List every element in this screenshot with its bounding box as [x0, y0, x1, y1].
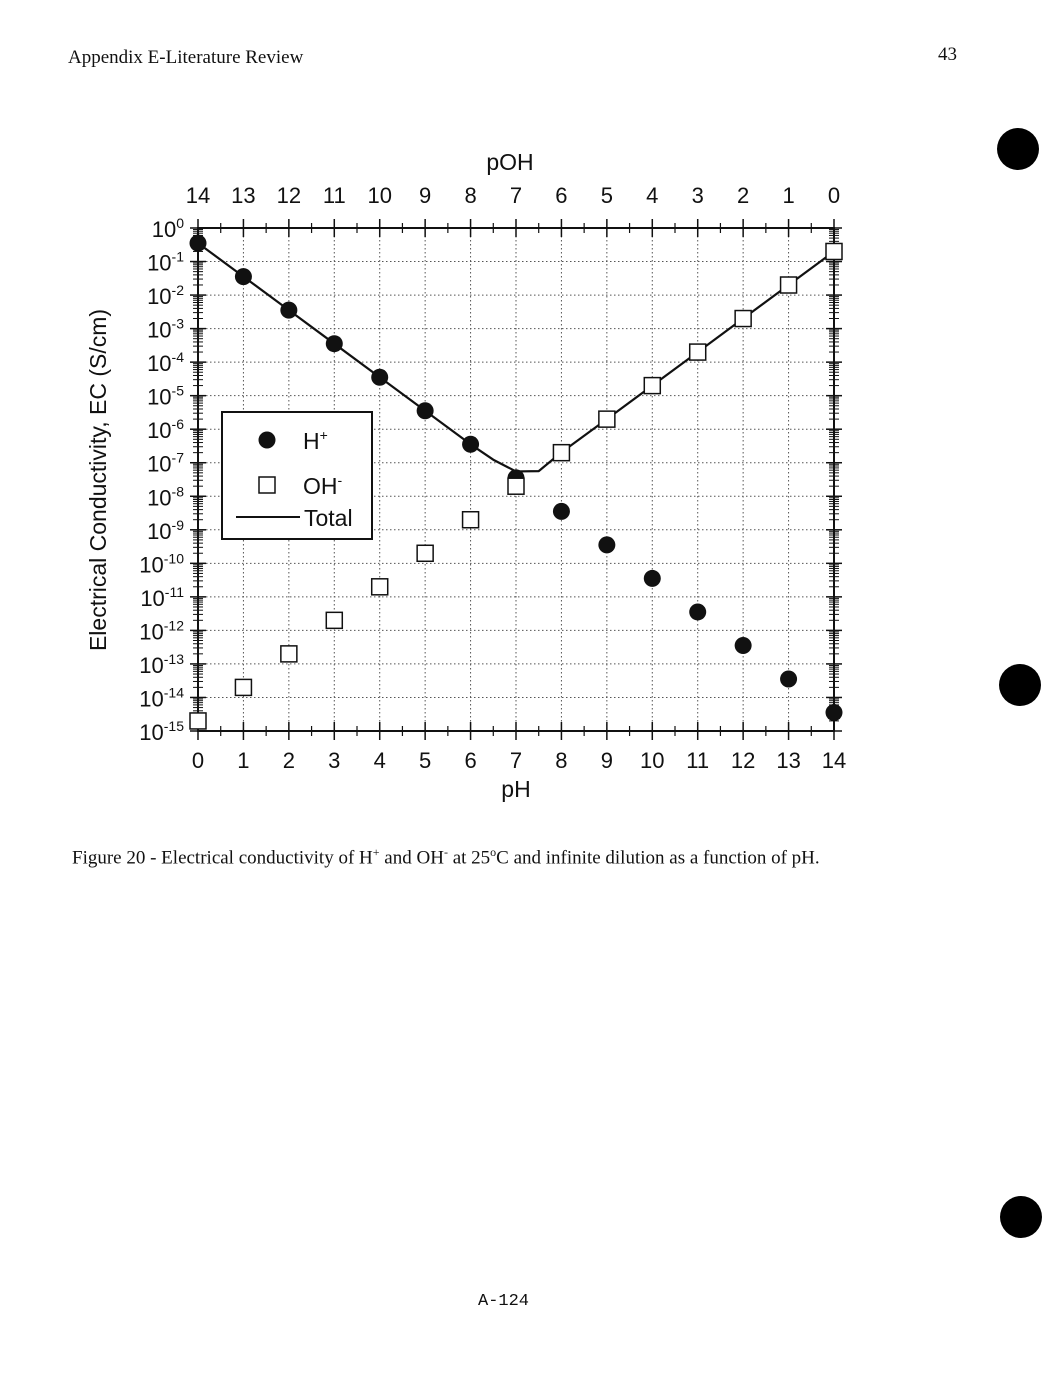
- y-tick-label: $10^{-13}$: [139, 650, 184, 678]
- x-tick-label: 10: [640, 748, 665, 773]
- oh-minus-point: [463, 512, 479, 528]
- h-plus-point: [553, 503, 570, 520]
- x-tick-label: 6: [464, 748, 477, 773]
- oh-minus-point: [281, 646, 297, 662]
- h-plus-point: [780, 671, 797, 688]
- oh-minus-point: [235, 679, 251, 695]
- legend: [222, 412, 372, 539]
- y-tick-label: $10^{-3}$: [147, 315, 184, 343]
- h-plus-point: [417, 402, 434, 419]
- y-tick-label: $10^{-10}$: [139, 550, 184, 578]
- x2-tick-label: 8: [464, 183, 477, 208]
- y-tick-label: $10^{-7}$: [147, 449, 184, 477]
- h-plus-point: [235, 268, 252, 285]
- legend-label: Total: [304, 505, 353, 531]
- y-tick-label: $10^{-6}$: [147, 416, 184, 444]
- punch-hole-bottom: [1000, 1196, 1042, 1238]
- x-tick-label: 12: [730, 748, 756, 773]
- x2-tick-label: 14: [185, 183, 211, 208]
- x2-tick-label: 12: [276, 183, 302, 208]
- h-plus-point: [689, 603, 706, 620]
- y-tick-label: $10^{-15}$: [139, 718, 184, 745]
- oh-minus-point: [599, 411, 615, 427]
- x-tick-label: 5: [419, 748, 432, 773]
- h-plus-point: [371, 369, 388, 386]
- h-plus-point: [644, 570, 661, 587]
- x-tick-label: 1: [237, 748, 250, 773]
- oh-minus-point: [826, 243, 842, 259]
- x2-tick-label: 4: [646, 183, 659, 208]
- y-tick-label: $10^{-9}$: [147, 516, 184, 544]
- x-tick-label: 13: [776, 748, 801, 773]
- legend-label: OH-: [303, 472, 343, 499]
- figure-caption: Figure 20 - Electrical conductivity of H+ and OH- at 25$^o$C and infinite dilution as a function of pH.: [72, 845, 820, 869]
- page-footer: A-124: [478, 1292, 530, 1311]
- h-plus-point: [280, 302, 297, 319]
- oh-minus-point: [190, 713, 206, 729]
- x-tick-label: 0: [191, 748, 205, 773]
- h-plus-point: [190, 235, 207, 252]
- x2-tick-label: 5: [600, 183, 613, 208]
- x-tick-label: 9: [600, 748, 613, 773]
- legend-label: H+: [303, 427, 328, 454]
- legend-oh-minus-marker: [259, 477, 275, 493]
- y-tick-label: $10^{-1}$: [147, 248, 184, 276]
- x-tick-label: 14: [821, 748, 847, 773]
- legend-h-plus-marker: [259, 432, 276, 449]
- x2-tick-label: 6: [555, 183, 568, 208]
- x2-tick-label: 13: [231, 183, 256, 208]
- y-tick-label: $10^{-4}$: [147, 349, 184, 377]
- x2-tick-label: 0: [827, 183, 841, 208]
- oh-minus-point: [690, 344, 706, 360]
- x-tick-label: 3: [328, 748, 341, 773]
- h-plus-point: [462, 436, 479, 453]
- oh-minus-point: [781, 277, 797, 293]
- top-axis-title: pOH: [486, 149, 534, 175]
- oh-minus-point: [372, 579, 388, 595]
- y-axis-title: Electrical Conductivity, EC (S/cm): [85, 308, 111, 652]
- x2-tick-label: 3: [691, 183, 704, 208]
- x-tick-label: 4: [373, 748, 386, 773]
- y-tick-label: $10^{-8}$: [147, 483, 184, 511]
- x2-tick-label: 11: [322, 183, 346, 208]
- x-axis-title: pH: [501, 776, 531, 802]
- x2-tick-label: 7: [509, 183, 523, 208]
- x2-tick-label: 9: [419, 183, 432, 208]
- y-tick-label: $10^0$: [151, 215, 184, 242]
- oh-minus-point: [553, 445, 569, 461]
- y-tick-label: $10^{-12}$: [139, 617, 184, 645]
- x-tick-label: 8: [555, 748, 568, 773]
- y-tick-label: $10^{-14}$: [139, 684, 184, 712]
- h-plus-point: [598, 536, 615, 553]
- x2-tick-label: 2: [737, 183, 750, 208]
- oh-minus-point: [326, 612, 342, 628]
- x-tick-label: 11: [686, 748, 710, 773]
- running-header: Appendix E-Literature Review: [68, 47, 304, 68]
- x-tick-label: 7: [509, 748, 523, 773]
- h-plus-point: [735, 637, 752, 654]
- y-tick-label: $10^{-2}$: [147, 282, 184, 310]
- x2-tick-label: 10: [367, 183, 392, 208]
- x-tick-label: 2: [282, 748, 295, 773]
- oh-minus-point: [644, 378, 660, 394]
- x2-tick-label: 1: [782, 183, 795, 208]
- oh-minus-point: [508, 478, 524, 494]
- h-plus-point: [326, 335, 343, 352]
- y-tick-label: $10^{-11}$: [140, 583, 184, 611]
- oh-minus-point: [735, 311, 751, 327]
- oh-minus-point: [417, 545, 433, 561]
- h-plus-point: [826, 704, 843, 721]
- page-number: 43: [938, 44, 957, 65]
- y-tick-label: $10^{-5}$: [147, 382, 184, 410]
